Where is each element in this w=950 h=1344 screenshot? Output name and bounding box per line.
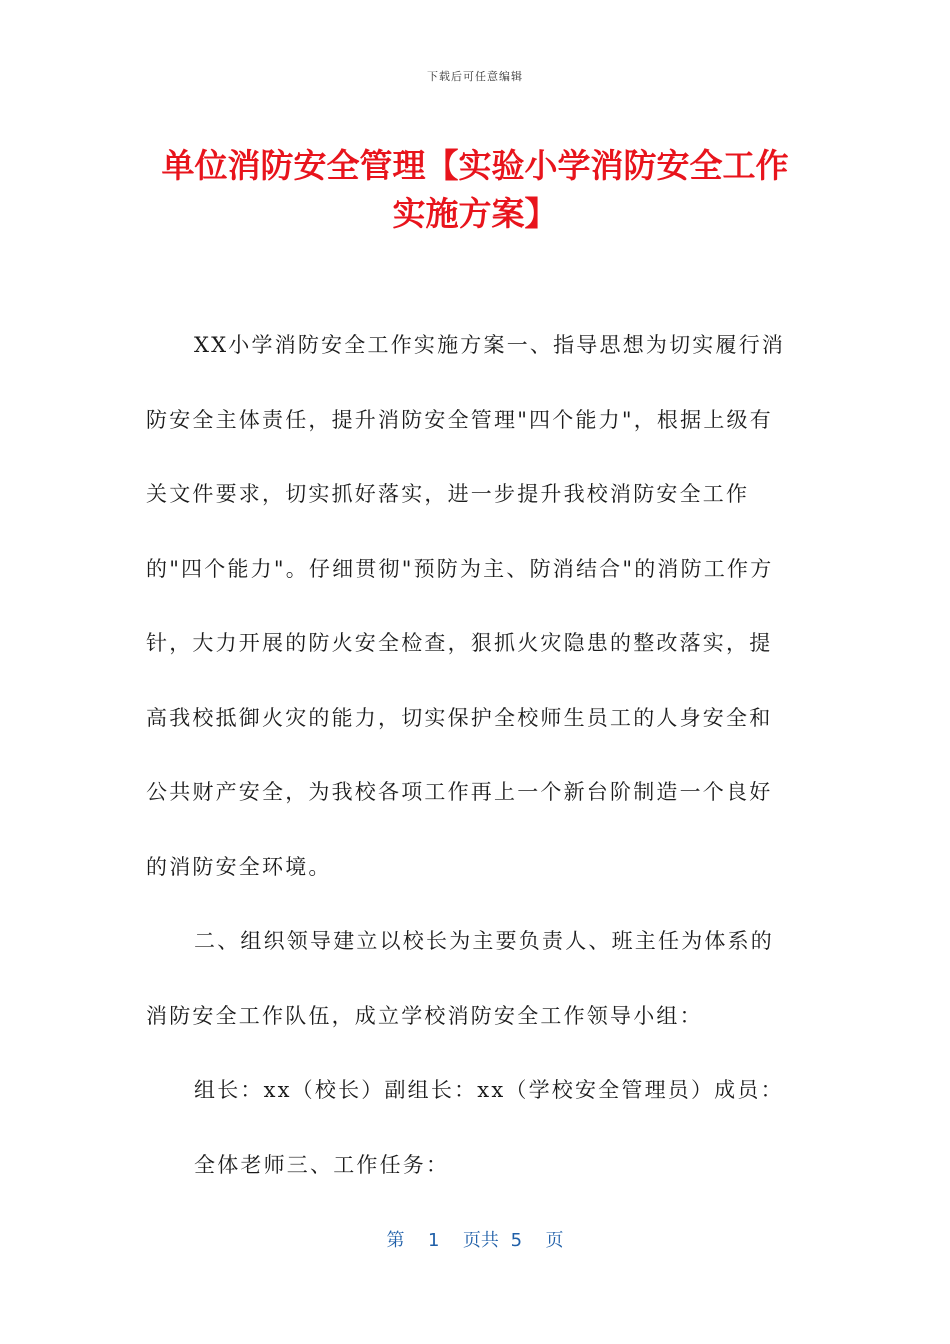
- body-line: 防安全主体责任，提升消防安全管理"四个能力"，根据上级有: [146, 407, 773, 432]
- body-line: 二、组织领导建立以校长为主要负责人、班主任为体系的: [194, 929, 774, 953]
- body-line: 高我校抵御火灾的能力，切实保护全校师生员工的人身安全和: [146, 705, 773, 730]
- body-line: 消防安全工作队伍，成立学校消防安全工作领导小组：: [146, 1003, 703, 1028]
- body-line: 针，大力开展的防火安全检查，狠抓火灾隐患的整改落实，提: [146, 631, 773, 655]
- body-line: 的"四个能力"。仔细贯彻"预防为主、防消结合"的消防工作方: [146, 556, 774, 581]
- body-line: 关文件要求，切实抓好落实，进一步提升我校消防安全工作: [146, 482, 750, 506]
- header-note: 下载后可任意编辑: [427, 70, 523, 83]
- body-line: 的消防安全环境。: [146, 854, 332, 879]
- body-line: 组长：xx（校长）副组长：xx（学校安全管理员）成员：: [194, 1078, 784, 1102]
- body-line: 公共财产安全，为我校各项工作再上一个新台阶制造一个良好: [146, 780, 773, 804]
- body-line: 全体老师三、工作任务：: [194, 1152, 450, 1177]
- title-line: 实施方案】: [392, 194, 558, 233]
- document-title: [100, 142, 850, 238]
- title-line: 单位消防安全管理【实验小学消防安全工作: [161, 146, 789, 185]
- body-line: XX小学消防安全工作实施方案一、指导思想为切实履行消: [194, 333, 786, 357]
- document-body: [146, 320, 806, 1214]
- page-footer: 第 1 页共 5 页: [386, 1230, 564, 1251]
